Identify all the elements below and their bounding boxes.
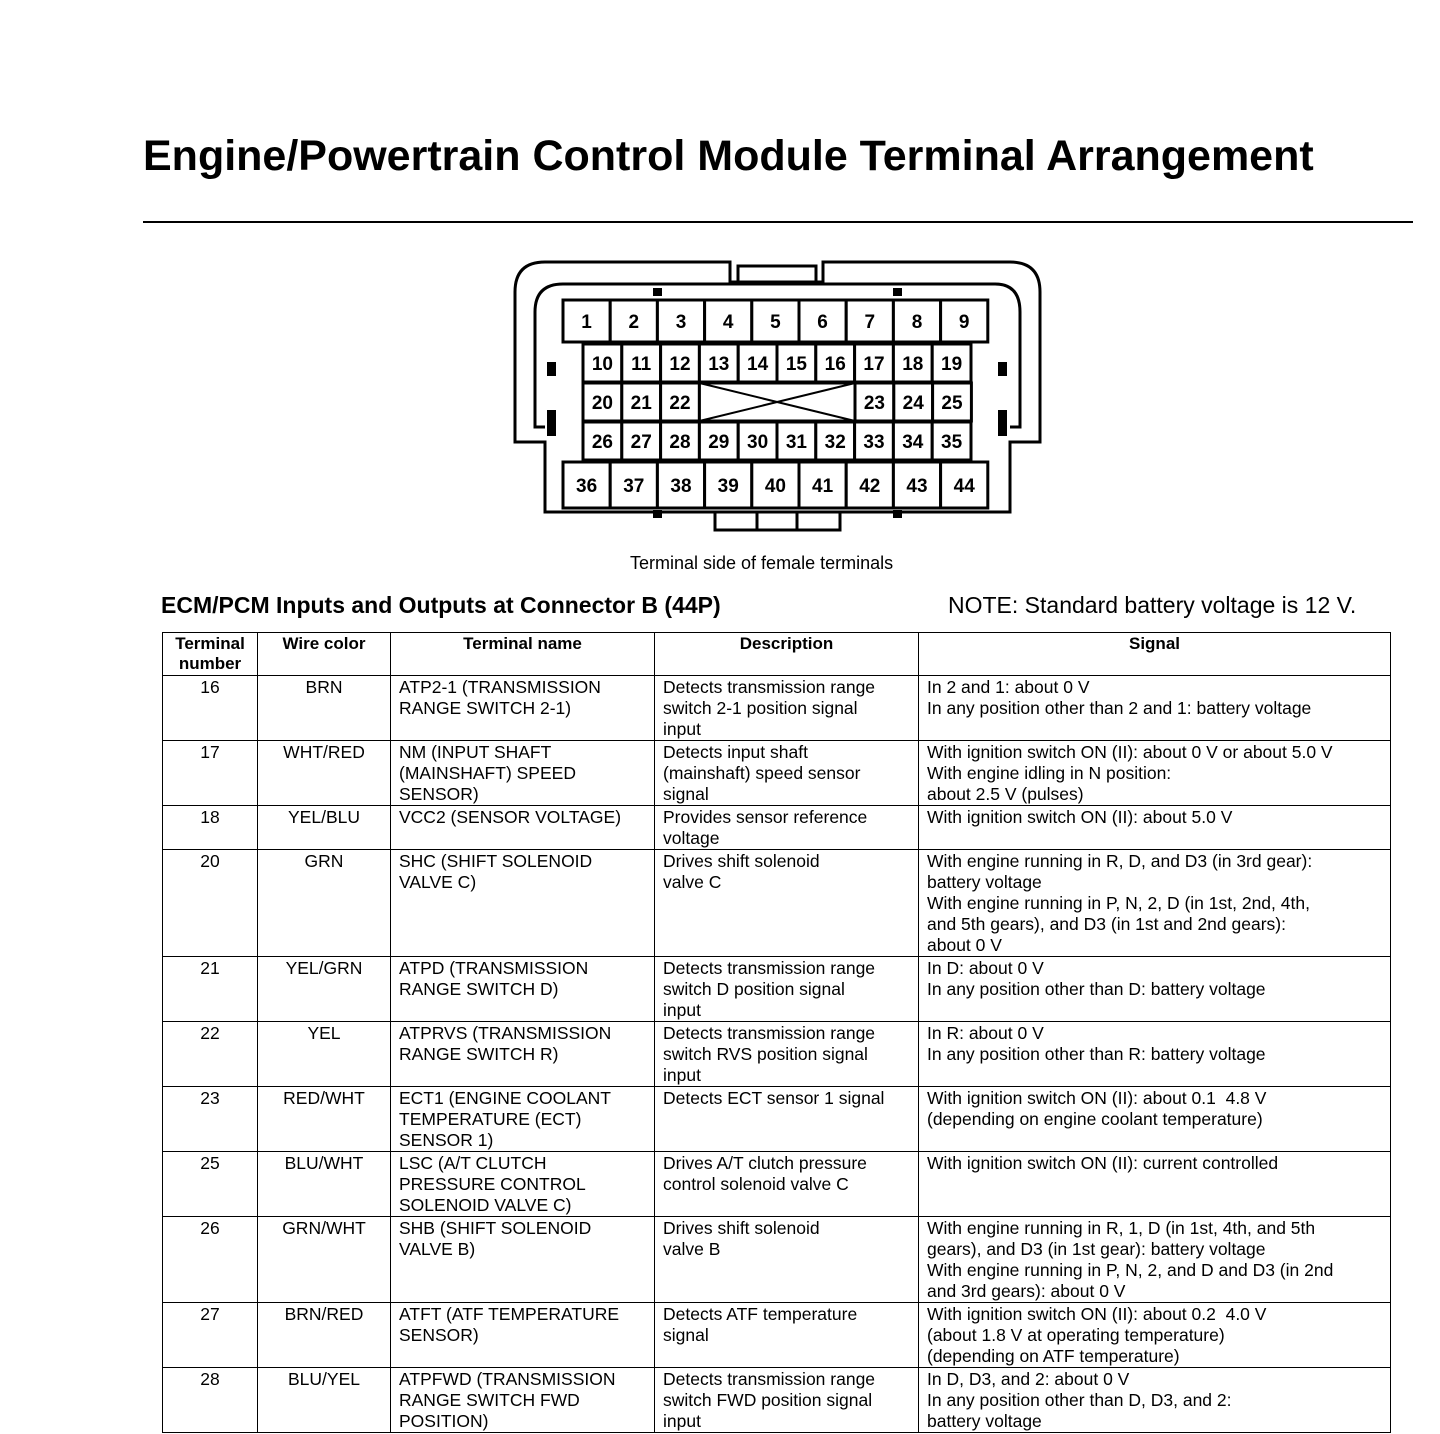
- cell-wire-color: BLU/YEL: [258, 1368, 391, 1433]
- table-row: [163, 1217, 1391, 1303]
- terminal-number: 16: [824, 354, 846, 375]
- table-row: [163, 1368, 1391, 1433]
- table-row: [163, 1152, 1391, 1217]
- table-row: [163, 741, 1391, 806]
- cell-wire-color: RED/WHT: [258, 1087, 391, 1152]
- terminal-number: 33: [863, 432, 885, 453]
- cell-terminal: 26: [163, 1217, 258, 1303]
- diagram-caption: Terminal side of female terminals: [630, 553, 894, 573]
- terminal-number: 4: [722, 312, 734, 333]
- page-title: Engine/Powertrain Control Module Terminal Arrangement: [143, 132, 1314, 180]
- terminal-number: 19: [941, 354, 963, 375]
- cell-description: Drives shift solenoid valve C: [655, 850, 919, 957]
- terminal-table: [162, 632, 1391, 1433]
- cell-terminal: 18: [163, 806, 258, 850]
- terminal-number: 29: [708, 432, 730, 453]
- terminal-number: 32: [824, 432, 846, 453]
- cell-description: Detects ECT sensor 1 signal: [655, 1087, 919, 1152]
- title-divider: [143, 221, 1413, 223]
- terminal-number: 44: [953, 476, 975, 497]
- table-row: [163, 850, 1391, 957]
- cell-terminal-name: ATFT (ATF TEMPERATURE SENSOR): [391, 1303, 655, 1368]
- table-row: [163, 806, 1391, 850]
- terminal-number: 18: [902, 354, 924, 375]
- cell-description: Detects transmission range switch FWD position signal input: [655, 1368, 919, 1433]
- terminal-number: 21: [630, 393, 652, 414]
- terminal-number: 9: [958, 312, 970, 333]
- cell-signal: In 2 and 1: about 0 V In any position other than 2 and 1: battery voltage: [919, 676, 1391, 741]
- header-terminal-name: Terminal name: [391, 633, 655, 676]
- terminal-number: 36: [576, 476, 598, 497]
- cell-signal: With ignition switch ON (II): about 0.2 4.0 V (about 1.8 V at operating temperature) (depending on ATF temperature): [919, 1303, 1391, 1368]
- cell-signal: With ignition switch ON (II): about 0 V or about 5.0 V With engine idling in N position: about 2.5 V (pulses): [919, 741, 1391, 806]
- terminal-number: 13: [708, 354, 730, 375]
- cell-signal: With engine running in R, 1, D (in 1st, 4th, and 5th gears), and D3 (in 1st gear): battery voltage With engine running in P, N, 2, and D and D3 (in 2nd and 3rd gears): about 0 V: [919, 1217, 1391, 1303]
- cell-wire-color: BRN/RED: [258, 1303, 391, 1368]
- terminal-number: 22: [669, 393, 691, 414]
- cell-terminal: 27: [163, 1303, 258, 1368]
- cell-terminal-name: NM (INPUT SHAFT (MAINSHAFT) SPEED SENSOR): [391, 741, 655, 806]
- terminal-number: 26: [591, 432, 613, 453]
- table-row: [163, 1087, 1391, 1152]
- terminal-number: 1: [581, 312, 592, 333]
- cell-wire-color: BRN: [258, 676, 391, 741]
- cell-description: Detects transmission range switch 2-1 position signal input: [655, 676, 919, 741]
- cell-wire-color: YEL/BLU: [258, 806, 391, 850]
- terminal-number: 37: [623, 476, 645, 497]
- terminal-number: 6: [817, 312, 828, 333]
- cell-terminal-name: ATPRVS (TRANSMISSION RANGE SWITCH R): [391, 1022, 655, 1087]
- table-row: [163, 676, 1391, 741]
- terminal-number: 43: [906, 476, 928, 497]
- cell-terminal: 20: [163, 850, 258, 957]
- cell-terminal: 25: [163, 1152, 258, 1217]
- cell-terminal-name: ECT1 (ENGINE COOLANT TEMPERATURE (ECT) SENSOR 1): [391, 1087, 655, 1152]
- cell-terminal: 21: [163, 957, 258, 1022]
- cell-signal: In D: about 0 V In any position other than D: battery voltage: [919, 957, 1391, 1022]
- cell-terminal-name: LSC (A/T CLUTCH PRESSURE CONTROL SOLENOID VALVE C): [391, 1152, 655, 1217]
- terminal-number: 11: [631, 354, 652, 375]
- cell-wire-color: YEL: [258, 1022, 391, 1087]
- terminal-number: 7: [864, 312, 876, 333]
- terminal-number: 23: [863, 393, 885, 414]
- terminal-number: 3: [675, 312, 687, 333]
- cell-signal: With ignition switch ON (II): about 5.0 V: [919, 806, 1391, 850]
- cell-wire-color: YEL/GRN: [258, 957, 391, 1022]
- table-row: [163, 957, 1391, 1022]
- terminal-number: 35: [941, 432, 963, 453]
- cell-terminal-name: ATPFWD (TRANSMISSION RANGE SWITCH FWD POSITION): [391, 1368, 655, 1433]
- terminal-number: 24: [902, 393, 924, 414]
- terminal-number: 40: [764, 476, 786, 497]
- cell-terminal-name: ATP2-1 (TRANSMISSION RANGE SWITCH 2-1): [391, 676, 655, 741]
- cell-description: Provides sensor reference voltage: [655, 806, 919, 850]
- cell-terminal-name: SHB (SHIFT SOLENOID VALVE B): [391, 1217, 655, 1303]
- cell-terminal-name: VCC2 (SENSOR VOLTAGE): [391, 806, 655, 850]
- cell-description: Drives A/T clutch pressure control solenoid valve C: [655, 1152, 919, 1217]
- cell-signal: With engine running in R, D, and D3 (in 3rd gear): battery voltage With engine running in P, N, 2, D (in 1st, 2nd, 4th, and 5th gears), and D3 (in 1st and 2nd gears): about 0 V: [919, 850, 1391, 957]
- terminal-number: 8: [911, 312, 923, 333]
- cell-signal: In R: about 0 V In any position other than R: battery voltage: [919, 1022, 1391, 1087]
- cell-signal: In D, D3, and 2: about 0 V In any position other than D, D3, and 2: battery voltage: [919, 1368, 1391, 1433]
- cell-signal: With ignition switch ON (II): about 0.1 4.8 V (depending on engine coolant temperature): [919, 1087, 1391, 1152]
- cell-terminal: 16: [163, 676, 258, 741]
- cell-wire-color: BLU/WHT: [258, 1152, 391, 1217]
- table-header-row: [163, 633, 1391, 676]
- terminal-number: 42: [859, 476, 881, 497]
- terminal-number: 5: [770, 312, 781, 333]
- terminal-number: 38: [670, 476, 692, 497]
- cell-wire-color: GRN: [258, 850, 391, 957]
- terminal-number: 17: [863, 354, 885, 375]
- cell-terminal-name: ATPD (TRANSMISSION RANGE SWITCH D): [391, 957, 655, 1022]
- cell-description: Detects transmission range switch D position signal input: [655, 957, 919, 1022]
- terminal-number: 20: [591, 393, 613, 414]
- terminal-number: 39: [717, 476, 739, 497]
- cell-description: Detects ATF temperature signal: [655, 1303, 919, 1368]
- terminal-number: 10: [591, 354, 613, 375]
- section-title: ECM/PCM Inputs and Outputs at Connector B (44P): [161, 592, 721, 618]
- cell-terminal: 17: [163, 741, 258, 806]
- blank-cavity: [699, 383, 855, 421]
- cell-description: Drives shift solenoid valve B: [655, 1217, 919, 1303]
- cell-description: Detects input shaft (mainshaft) speed sensor signal: [655, 741, 919, 806]
- terminal-number: 30: [747, 432, 769, 453]
- cell-terminal-name: SHC (SHIFT SOLENOID VALVE C): [391, 850, 655, 957]
- table-row: [163, 1022, 1391, 1087]
- cell-terminal: 28: [163, 1368, 258, 1433]
- voltage-note: NOTE: Standard battery voltage is 12 V.: [948, 592, 1357, 618]
- terminal-number: 12: [669, 354, 691, 375]
- cell-terminal: 23: [163, 1087, 258, 1152]
- header-wire-color: Wire color: [258, 633, 391, 676]
- terminal-number: 2: [628, 312, 640, 333]
- terminal-number: 41: [812, 476, 834, 497]
- table-row: [163, 1303, 1391, 1368]
- connector-diagram: [505, 252, 1045, 534]
- terminal-number: 15: [785, 354, 807, 375]
- header-terminal-number: Terminal number: [163, 633, 258, 676]
- cell-wire-color: WHT/RED: [258, 741, 391, 806]
- terminal-number: 31: [785, 432, 807, 453]
- cell-signal: With ignition switch ON (II): current controlled: [919, 1152, 1391, 1217]
- terminal-number: 14: [747, 354, 769, 375]
- cell-terminal: 22: [163, 1022, 258, 1087]
- header-signal: Signal: [919, 633, 1391, 676]
- terminal-number: 28: [669, 432, 691, 453]
- cell-description: Detects transmission range switch RVS position signal input: [655, 1022, 919, 1087]
- header-description: Description: [655, 633, 919, 676]
- terminal-number: 27: [630, 432, 652, 453]
- cell-wire-color: GRN/WHT: [258, 1217, 391, 1303]
- terminal-number: 34: [902, 432, 924, 453]
- terminal-number: 25: [941, 393, 963, 414]
